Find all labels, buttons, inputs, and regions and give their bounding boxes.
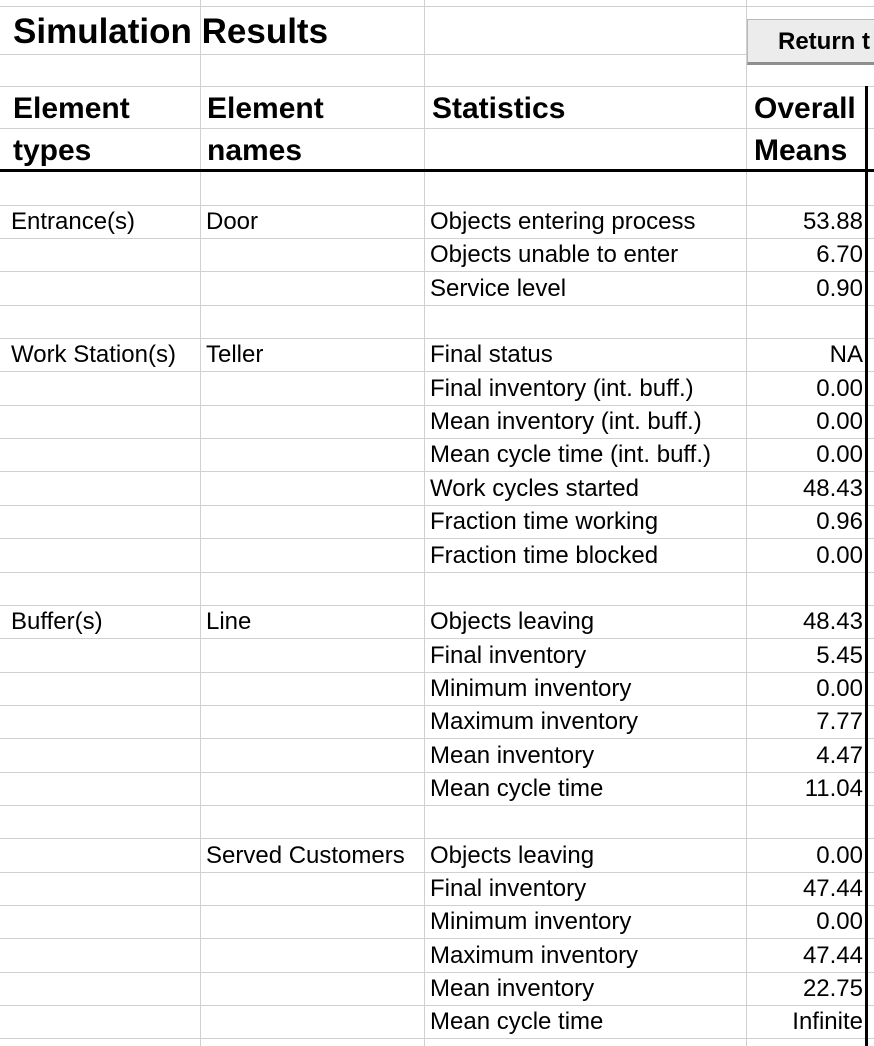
grid-hline <box>0 1038 874 1039</box>
statistic-cell: Mean cycle time (int. buff.) <box>430 441 711 468</box>
statistic-cell: Mean cycle time <box>430 775 604 802</box>
overall-mean-cell: 7.77 <box>816 708 863 735</box>
grid-hline <box>0 305 874 306</box>
element-type-cell: Entrance(s) <box>11 208 136 235</box>
statistic-cell: Objects leaving <box>430 842 595 869</box>
header-element-types-1: Element <box>13 92 130 125</box>
statistic-cell: Service level <box>430 275 567 302</box>
grid-vline <box>200 0 201 1046</box>
statistic-cell: Minimum inventory <box>430 908 632 935</box>
overall-mean-cell: 48.43 <box>802 608 863 635</box>
grid-hline <box>0 54 874 55</box>
overall-mean-cell: 22.75 <box>802 975 863 1002</box>
header-overall-means-1: Overall <box>754 92 856 125</box>
page-title: Simulation Results <box>13 12 329 51</box>
overall-mean-cell: 4.47 <box>816 742 863 769</box>
grid-vline <box>424 0 425 1046</box>
overall-mean-cell: 0.96 <box>816 508 863 535</box>
overall-mean-cell: 53.88 <box>802 208 863 235</box>
overall-mean-cell: 11.04 <box>804 775 863 802</box>
statistic-cell: Objects leaving <box>430 608 595 635</box>
overall-mean-cell: NA <box>829 341 863 368</box>
element-name-cell: Served Customers <box>206 842 405 869</box>
grid-hline <box>0 805 874 806</box>
statistic-cell: Final inventory <box>430 875 587 902</box>
statistic-cell: Final inventory <box>430 642 587 669</box>
statistic-cell: Objects entering process <box>430 208 696 235</box>
header-element-names-2: names <box>207 134 303 167</box>
statistic-cell: Minimum inventory <box>430 675 632 702</box>
element-type-cell: Buffer(s) <box>11 608 103 635</box>
overall-mean-cell: 0.00 <box>816 908 863 935</box>
statistic-cell: Objects unable to enter <box>430 241 679 268</box>
overall-mean-cell: 0.00 <box>816 542 863 569</box>
overall-mean-cell: 6.70 <box>816 241 863 268</box>
overall-mean-cell: 47.44 <box>802 942 863 969</box>
header-statistics: Statistics <box>432 92 566 125</box>
overall-mean-cell: 0.90 <box>816 275 863 302</box>
statistic-cell: Final status <box>430 341 553 368</box>
grid-hline <box>0 86 874 87</box>
overall-mean-cell: 0.00 <box>816 842 863 869</box>
overall-mean-cell: 5.45 <box>816 642 863 669</box>
overall-mean-cell: 0.00 <box>816 408 863 435</box>
header-overall-means-2: Means <box>754 134 848 167</box>
overall-mean-cell: Infinite <box>792 1008 863 1035</box>
statistic-cell: Maximum inventory <box>430 942 639 969</box>
grid-vline <box>746 0 747 1046</box>
statistic-cell: Fraction time working <box>430 508 659 535</box>
overall-mean-cell: 47.44 <box>802 875 863 902</box>
overall-mean-cell: 0.00 <box>816 675 863 702</box>
statistic-cell: Mean inventory (int. buff.) <box>430 408 702 435</box>
element-name-cell: Door <box>206 208 259 235</box>
grid-hline <box>0 572 874 573</box>
overall-mean-cell: 48.43 <box>802 475 863 502</box>
statistic-cell: Mean inventory <box>430 742 595 769</box>
element-type-cell: Work Station(s) <box>11 341 176 368</box>
element-name-cell: Line <box>206 608 252 635</box>
element-name-cell: Teller <box>206 341 264 368</box>
overall-mean-cell: 0.00 <box>816 441 863 468</box>
statistic-cell: Work cycles started <box>430 475 639 502</box>
right-border <box>865 86 868 1046</box>
return-button[interactable]: Return t <box>747 19 874 65</box>
header-underline <box>0 169 874 172</box>
grid-hline <box>0 6 874 7</box>
header-element-names-1: Element <box>207 92 324 125</box>
statistic-cell: Mean inventory <box>430 975 595 1002</box>
statistic-cell: Maximum inventory <box>430 708 639 735</box>
statistic-cell: Fraction time blocked <box>430 542 659 569</box>
header-element-types-2: types <box>13 134 92 167</box>
overall-mean-cell: 0.00 <box>816 375 863 402</box>
statistic-cell: Mean cycle time <box>430 1008 604 1035</box>
statistic-cell: Final inventory (int. buff.) <box>430 375 694 402</box>
